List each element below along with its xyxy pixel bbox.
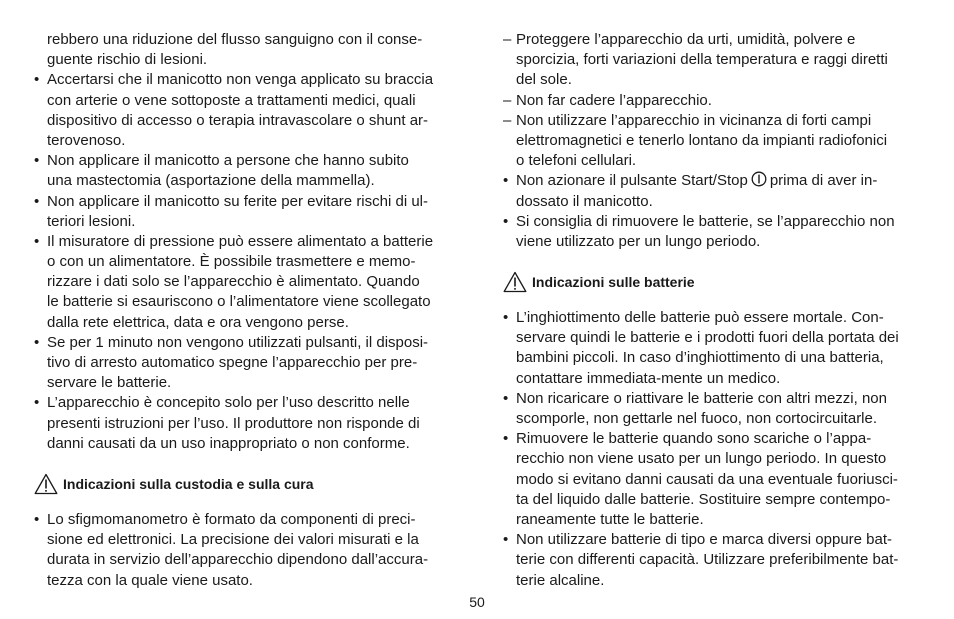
text-line: Proteggere l’apparecchio da urti, umidità, polvere e xyxy=(516,31,856,48)
page-number: 50 xyxy=(469,594,485,610)
bullet-item xyxy=(503,308,923,389)
bullet-glyph: • xyxy=(34,510,40,528)
bullet-item xyxy=(503,171,923,211)
bullet-glyph: • xyxy=(34,232,40,250)
dash-glyph: – xyxy=(503,31,512,48)
warning-triangle-icon xyxy=(34,473,58,495)
text-line: rizzare i dati solo se l’apparecchio è alimentato. Quando xyxy=(47,273,420,291)
text-line: ta del liquido dalle batterie. Sostituire sempre contempo- xyxy=(516,490,891,508)
text-line: viene utilizzato per un lungo periodo. xyxy=(516,232,761,250)
text-line: L’inghiottimento delle batterie può essere mortale. Con- xyxy=(516,309,884,327)
dash-item xyxy=(503,30,923,91)
text-line: elettromagnetici e tenerlo lontano da impianti radiofonici xyxy=(516,131,888,149)
dash-item xyxy=(503,111,923,172)
text-line: o con un alimentatore. È possibile trasmettere e memo- xyxy=(47,253,416,271)
section-heading-batteries xyxy=(503,268,923,296)
text-line: terie alcaline. xyxy=(516,571,605,589)
text-line: modo si evitano danni causati da una eventuale fuoriusci- xyxy=(516,470,898,488)
text-line: Accertarsi che il manicotto non venga applicato su braccia xyxy=(47,71,434,89)
text-line: raneamente tutte le batterie. xyxy=(516,510,704,528)
bullet-item xyxy=(503,429,923,530)
bullet-item xyxy=(503,530,923,591)
text-line: contattare immediata-mente un medico. xyxy=(516,369,781,387)
text-line: durata in servizio dell’apparecchio dipendono dall’accura- xyxy=(47,551,429,569)
continued-text xyxy=(34,30,462,70)
text-line: con arterie o vene sottoposte a trattamenti medici, quali xyxy=(47,91,416,109)
text-line: presenti istruzioni per l’uso. Il produttore non risponde di xyxy=(47,414,420,432)
text-line: Il misuratore di pressione può essere alimentato a batterie xyxy=(47,232,434,250)
bullet-item xyxy=(34,393,462,454)
power-button-icon xyxy=(751,171,767,187)
bullet-glyph: • xyxy=(34,71,40,89)
text-line: del sole. xyxy=(516,71,572,89)
text-line: Non ricaricare o riattivare le batterie con altri mezzi, non xyxy=(516,389,887,407)
text-line: servare quindi le batterie e i prodotti fuori della portata dei xyxy=(516,329,899,347)
bullet-glyph: • xyxy=(34,152,40,170)
text-line: guente rischio di lesioni. xyxy=(47,51,208,69)
text-line: Non azionare il pulsante Start/Stop xyxy=(516,172,748,190)
text-line: recchio non viene usato per un lungo periodo. In questo xyxy=(516,450,887,468)
warning-triangle-icon xyxy=(503,271,527,293)
text-line: dossato il manicotto. xyxy=(516,192,653,210)
text-line: Non utilizzare l’apparecchio in vicinanza di forti campi xyxy=(516,111,872,129)
text-line: Non applicare il manicotto a persone che hanno subito xyxy=(47,152,409,170)
text-line: dispositivo di accesso o terapia intravascolare o shunt ar- xyxy=(47,111,429,129)
dash-glyph: – xyxy=(503,111,512,129)
left-column xyxy=(34,30,462,591)
bullet-glyph: • xyxy=(503,309,509,327)
text-line: terovenoso. xyxy=(47,131,126,149)
text-line: sione ed elettronici. La precisione dei valori misurati e la xyxy=(47,531,419,549)
text-line: tivo di arresto automatico spegne l’apparecchio per pre- xyxy=(47,354,418,371)
bullet-item xyxy=(34,333,462,394)
bullet-glyph: • xyxy=(503,389,509,407)
text-line: teriori lesioni. xyxy=(47,212,136,230)
bullet-glyph: • xyxy=(503,531,509,549)
bullet-item xyxy=(34,151,462,191)
text-line: danni causati da un uso inappropriato o non conforme. xyxy=(47,434,410,452)
text-line: Rimuovere le batterie quando sono scariche o l’appa- xyxy=(516,430,872,448)
bullet-item xyxy=(503,212,923,252)
text-line: una mastectomia (asportazione della mammella). xyxy=(47,172,375,190)
bullet-item xyxy=(34,510,462,591)
text-line: Se per 1 minuto non vengono utilizzati pulsanti, il disposi- xyxy=(47,333,429,351)
bullet-item xyxy=(34,232,462,333)
text-line: tezza con la quale viene usato. xyxy=(47,571,253,589)
text-line: terie con differenti capacità. Utilizzare preferibilmente bat- xyxy=(516,551,899,569)
bullet-glyph: • xyxy=(503,430,509,448)
text-line: dalla rete elettrica, data e ora vengono perse. xyxy=(47,313,349,331)
text-line: Non utilizzare batterie di tipo e marca diversi oppure bat- xyxy=(516,531,893,549)
bullet-glyph: • xyxy=(34,192,40,210)
text-line: Non applicare il manicotto su ferite per evitare rischi di ul- xyxy=(47,192,428,210)
text-line: o telefoni cellulari. xyxy=(516,152,637,170)
text-line: servare le batterie. xyxy=(47,374,172,392)
text-line: rebbero una riduzione del flusso sanguigno con il conse- xyxy=(47,31,423,48)
dash-glyph: – xyxy=(503,91,512,109)
bullet-glyph: • xyxy=(34,333,40,351)
text-line: prima di aver in- xyxy=(769,172,878,190)
bullet-glyph: • xyxy=(34,394,40,412)
text-line: sporcizia, forti variazioni della temperatura e raggi diretti xyxy=(516,51,888,69)
heading-text: Indicazioni sulla custodia e sulla cura xyxy=(63,475,314,492)
text-line: L’apparecchio è concepito solo per l’uso descritto nelle xyxy=(47,394,410,412)
dash-item xyxy=(503,91,923,111)
text-line: Lo sfigmomanometro è formato da componenti di preci- xyxy=(47,510,416,528)
text-line: scomporle, non gettarle nel fuoco, non cortocircuitarle. xyxy=(516,410,878,427)
bullet-glyph: • xyxy=(503,212,509,230)
text-line: Si consiglia di rimuovere le batterie, se l’apparecchio non xyxy=(516,212,895,230)
bullet-glyph: • xyxy=(503,172,509,190)
right-column xyxy=(503,30,923,591)
text-line: bambini piccoli. In caso d’inghiottimento di una batteria, xyxy=(516,349,884,367)
bullet-item xyxy=(34,192,462,232)
section-heading-care xyxy=(34,470,462,498)
text-line: le batterie si esauriscono o l’alimentatore viene scollegato xyxy=(47,293,431,311)
bullet-item xyxy=(34,70,462,151)
heading-text: Indicazioni sulle batterie xyxy=(532,273,695,290)
text-line: Non far cadere l’apparecchio. xyxy=(516,91,712,109)
bullet-item xyxy=(503,389,923,429)
